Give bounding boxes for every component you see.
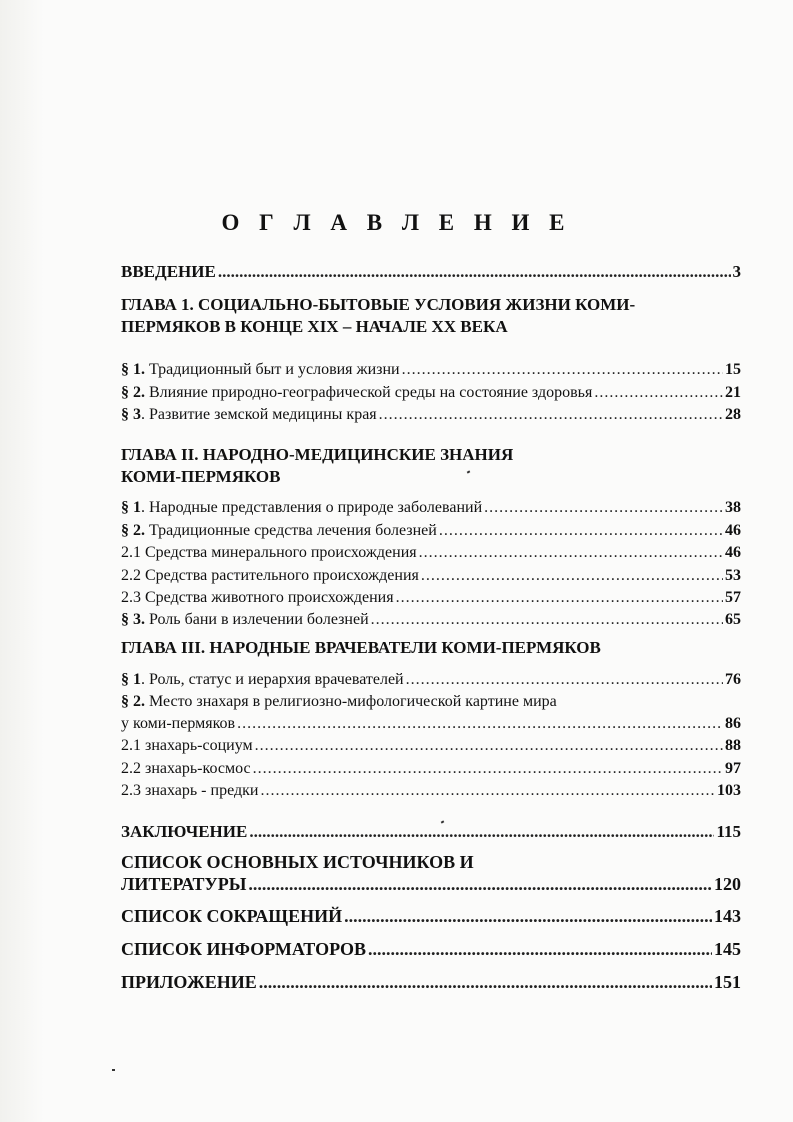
- dot-leader: [419, 543, 723, 563]
- toc-entry-ch2-s2[interactable]: [121, 521, 741, 541]
- section-number: § 3: [121, 406, 141, 423]
- entry-page: 143: [714, 906, 741, 926]
- toc-entry-ch2-s3[interactable]: [121, 610, 741, 630]
- toc-title: О Г Л А В Л Е Н И Е: [221, 210, 572, 235]
- entry-page: 65: [725, 611, 741, 628]
- toc-entry-ch3-s2-line2[interactable]: [121, 714, 741, 734]
- entry-label: Место знахаря в религиозно-мифологической картине мира: [145, 693, 557, 710]
- entry-page: 120: [714, 874, 741, 894]
- dot-leader: [249, 822, 714, 842]
- entry-page: 28: [725, 406, 741, 423]
- dot-leader: [248, 874, 712, 894]
- dot-leader: [368, 939, 712, 959]
- chapter-2-heading[interactable]: [121, 444, 741, 488]
- entry-label: 2.1 знахарь-социум: [121, 737, 253, 754]
- toc-entry-ch3-s21[interactable]: [121, 736, 741, 756]
- dot-leader: [371, 610, 723, 630]
- toc-entry-intro[interactable]: [121, 262, 741, 282]
- toc-entry-ch1-s1[interactable]: [121, 360, 741, 380]
- dot-leader: [259, 972, 712, 992]
- entry-label: СПИСОК СОКРАЩЕНИЙ: [121, 906, 343, 926]
- entry-label: Влияние природно-географической среды на состояние здоровья: [145, 384, 593, 401]
- toc-entry-ch2-s21[interactable]: [121, 543, 741, 563]
- dot-leader: [406, 670, 723, 690]
- entry-page: 151: [714, 972, 741, 992]
- dot-leader: [439, 521, 723, 541]
- toc-entry-ch3-s1[interactable]: [121, 670, 741, 690]
- section-number: § 2.: [121, 522, 145, 539]
- entry-label: . Роль, статус и иерархия врачевателей: [141, 671, 404, 688]
- entry-page: 103: [717, 782, 741, 799]
- entry-page: 3: [732, 262, 741, 281]
- dot-leader: [260, 781, 715, 801]
- toc-entry-conclusion[interactable]: [121, 822, 741, 842]
- entry-page: 57: [725, 589, 741, 606]
- entry-label: Традиционные средства лечения болезней: [145, 522, 437, 539]
- chapter-3-heading[interactable]: [121, 637, 741, 659]
- entry-label: 2.1 Средства минерального происхождения: [121, 544, 417, 561]
- section-number: § 2.: [121, 384, 145, 401]
- entry-label: 2.3 Средства животного происхождения: [121, 589, 394, 606]
- heading-line: ГЛАВА II. НАРОДНО-МЕДИЦИНСКИЕ ЗНАНИЯ: [121, 445, 514, 464]
- toc-entry-abbreviations[interactable]: [121, 906, 741, 926]
- dot-leader: [594, 383, 723, 403]
- toc-entry-ch3-s2-line1[interactable]: [121, 692, 741, 712]
- toc-entry-ch1-s2[interactable]: [121, 383, 741, 403]
- entry-label: 2.2 знахарь-космос: [121, 760, 251, 777]
- entry-label: 2.3 знахарь - предки: [121, 782, 259, 799]
- entry-label: ВВЕДЕНИЕ: [121, 262, 216, 281]
- scan-speck: [112, 1069, 115, 1071]
- toc-entry-ch3-s23[interactable]: [121, 781, 741, 801]
- entry-label: ЛИТЕРАТУРЫ: [121, 874, 247, 894]
- toc-entry-ch3-s22[interactable]: [121, 759, 741, 779]
- entry-page: 38: [725, 499, 741, 516]
- dot-leader: [253, 759, 723, 779]
- dot-leader: [396, 588, 723, 608]
- entry-page: 115: [716, 822, 741, 841]
- toc-entry-ch2-s1[interactable]: [121, 498, 741, 518]
- dot-leader: [218, 262, 731, 282]
- entry-page: 21: [725, 384, 741, 401]
- entry-label: Традиционный быт и условия жизни: [145, 361, 400, 378]
- section-number: § 2.: [121, 693, 145, 710]
- heading-line: ГЛАВА III. НАРОДНЫЕ ВРАЧЕВАТЕЛИ КОМИ-ПЕРМЯКОВ: [121, 638, 601, 657]
- dot-leader: [237, 714, 723, 734]
- entry-label: Роль бани в излечении болезней: [145, 611, 369, 628]
- dot-leader: [421, 566, 723, 586]
- entry-label: ЗАКЛЮЧЕНИЕ: [121, 822, 248, 841]
- entry-page: 46: [725, 544, 741, 561]
- entry-label: ПРИЛОЖЕНИЕ: [121, 972, 257, 992]
- section-number: § 1: [121, 671, 141, 688]
- entry-label: СПИСОК ИНФОРМАТОРОВ: [121, 939, 366, 959]
- dot-leader: [379, 405, 723, 425]
- scan-shadow: [0, 0, 44, 1122]
- section-number: § 1: [121, 499, 141, 516]
- dot-leader: [344, 906, 712, 926]
- toc-entry-appendix[interactable]: [121, 972, 741, 992]
- entry-label: 2.2 Средства растительного происхождения: [121, 567, 419, 584]
- entry-page: 86: [725, 715, 741, 732]
- entry-label: . Развитие земской медицины края: [141, 406, 377, 423]
- heading-line: ГЛАВА 1. СОЦИАЛЬНО-БЫТОВЫЕ УСЛОВИЯ ЖИЗНИ КОМИ-: [121, 295, 636, 314]
- entry-label: у коми-пермяков: [121, 715, 236, 732]
- entry-page: 76: [725, 671, 741, 688]
- chapter-1-heading[interactable]: [121, 294, 741, 338]
- entry-page: 15: [725, 361, 741, 378]
- section-number: § 3.: [121, 611, 145, 628]
- toc-entry-ch2-s22[interactable]: [121, 566, 741, 586]
- dot-leader: [255, 736, 723, 756]
- heading-line: ПЕРМЯКОВ В КОНЦЕ XIX – НАЧАЛЕ XX ВЕКА: [121, 317, 508, 336]
- entry-page: 145: [714, 939, 741, 959]
- heading-line: КОМИ-ПЕРМЯКОВ: [121, 467, 281, 486]
- toc-entry-informants[interactable]: [121, 939, 741, 959]
- entry-page: 88: [725, 737, 741, 754]
- entry-page: 46: [725, 522, 741, 539]
- toc-entry-ch2-s23[interactable]: [121, 588, 741, 608]
- entry-page: 53: [725, 567, 741, 584]
- entry-page: 97: [725, 760, 741, 777]
- toc-entry-ch1-s3[interactable]: [121, 405, 741, 425]
- toc-entry-sources[interactable]: [121, 874, 741, 894]
- toc-entry-sources-line1[interactable]: СПИСОК ОСНОВНЫХ ИСТОЧНИКОВ И: [121, 852, 474, 872]
- section-number: § 1.: [121, 361, 145, 378]
- entry-label: . Народные представления о природе заболеваний: [141, 499, 483, 516]
- dot-leader: [402, 360, 723, 380]
- dot-leader: [484, 498, 723, 518]
